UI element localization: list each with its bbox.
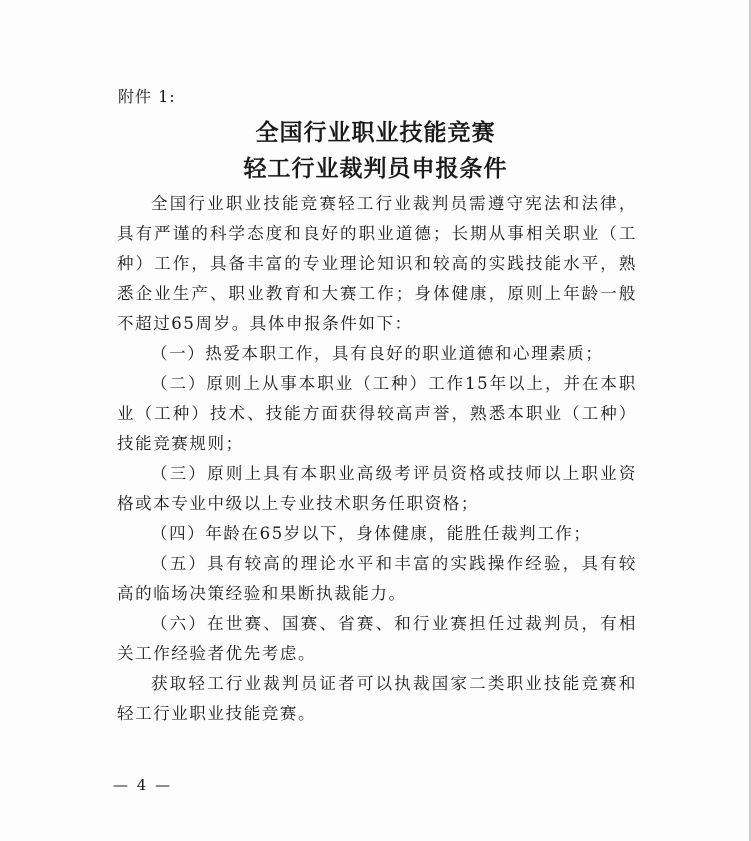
condition-1: （一）热爱本职工作，具有良好的职业道德和心理素质； bbox=[151, 344, 604, 363]
condition-3: （三）原则上具有本职业高级考评员资格或技师以上职业资格或本专业中级以上专业技术职务任职资格； bbox=[117, 464, 637, 513]
attachment-label: 附件 1: bbox=[118, 87, 176, 106]
condition-6: （六）在世赛、国赛、省赛、和行业赛担任过裁判员，有相关工作经验者优先考虑。 bbox=[117, 614, 637, 663]
page-number: — 4 — bbox=[113, 776, 173, 794]
document-title-line1: 全国行业职业技能竞赛 bbox=[255, 120, 496, 146]
document-title-line2: 轻工行业裁判员申报条件 bbox=[243, 156, 508, 182]
document-body bbox=[117, 189, 637, 729]
condition-5: （五）具有较高的理论水平和丰富的实践操作经验，具有较高的临场决策经验和果断执裁能力。 bbox=[117, 554, 637, 603]
condition-4: （四）年龄在65岁以下，身体健康，能胜任裁判工作； bbox=[151, 524, 592, 543]
intro-paragraph: 全国行业职业技能竞赛轻工行业裁判员需遵守宪法和法律，具有严谨的科学态度和良好的职业道德；长期从事相关职业（工种）工作，具备丰富的专业理论知识和较高的实践技能水平，熟悉企业生产、职业教育和大赛工作；身体健康，原则上年龄一般不超过65周岁。具体申报条件如下： bbox=[117, 194, 637, 333]
condition-2: （二）原则上从事本职业（工种）工作15年以上，并在本职业（工种）技术、技能方面获得较高声誉，熟悉本职业（工种）技能竞赛规则； bbox=[117, 374, 637, 453]
closing-paragraph: 获取轻工行业裁判员证者可以执裁国家二类职业技能竞赛和轻工行业职业技能竞赛。 bbox=[117, 674, 637, 723]
